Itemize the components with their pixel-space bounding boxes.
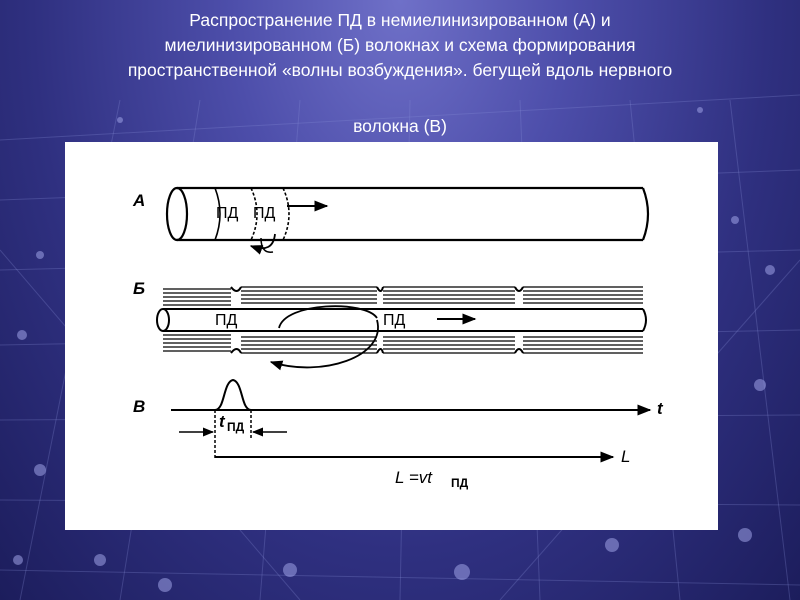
nerve-fiber-diagram: [65, 142, 718, 530]
pd-label-a1: ПД: [216, 205, 239, 222]
tpd-sub: ПД: [227, 420, 245, 434]
saltatory-current-lower: [271, 320, 378, 367]
axis-l-label: L: [621, 447, 631, 466]
formula-sub: ПД: [451, 476, 469, 490]
action-potential-peak: [215, 380, 251, 410]
pd-label-b2: ПД: [383, 312, 406, 329]
label-b: Б: [133, 279, 146, 298]
diagram-panel: [65, 142, 718, 530]
pd-label-b1: ПД: [215, 312, 238, 329]
local-current-arrow-a: [251, 234, 275, 248]
formula-main: L =vt: [395, 468, 433, 487]
slide-title: [40, 8, 760, 139]
title-line-2: миелинизированном (Б) волокнах и схема формирования: [164, 35, 636, 55]
label-v: В: [133, 397, 146, 416]
pd-label-a2: ПД: [253, 205, 276, 222]
title-line-1: Распространение ПД в немиелинизированном (А) и: [189, 10, 611, 30]
tpd-t: t: [219, 412, 225, 431]
axis-t-label: t: [657, 399, 663, 418]
title-line-3: пространственной «волны возбуждения». бегущей вдоль нервного: [127, 60, 673, 80]
label-a: А: [133, 191, 146, 210]
title-line-4: волокна (В): [353, 116, 447, 136]
unmyelinated-fiber: [167, 188, 648, 240]
